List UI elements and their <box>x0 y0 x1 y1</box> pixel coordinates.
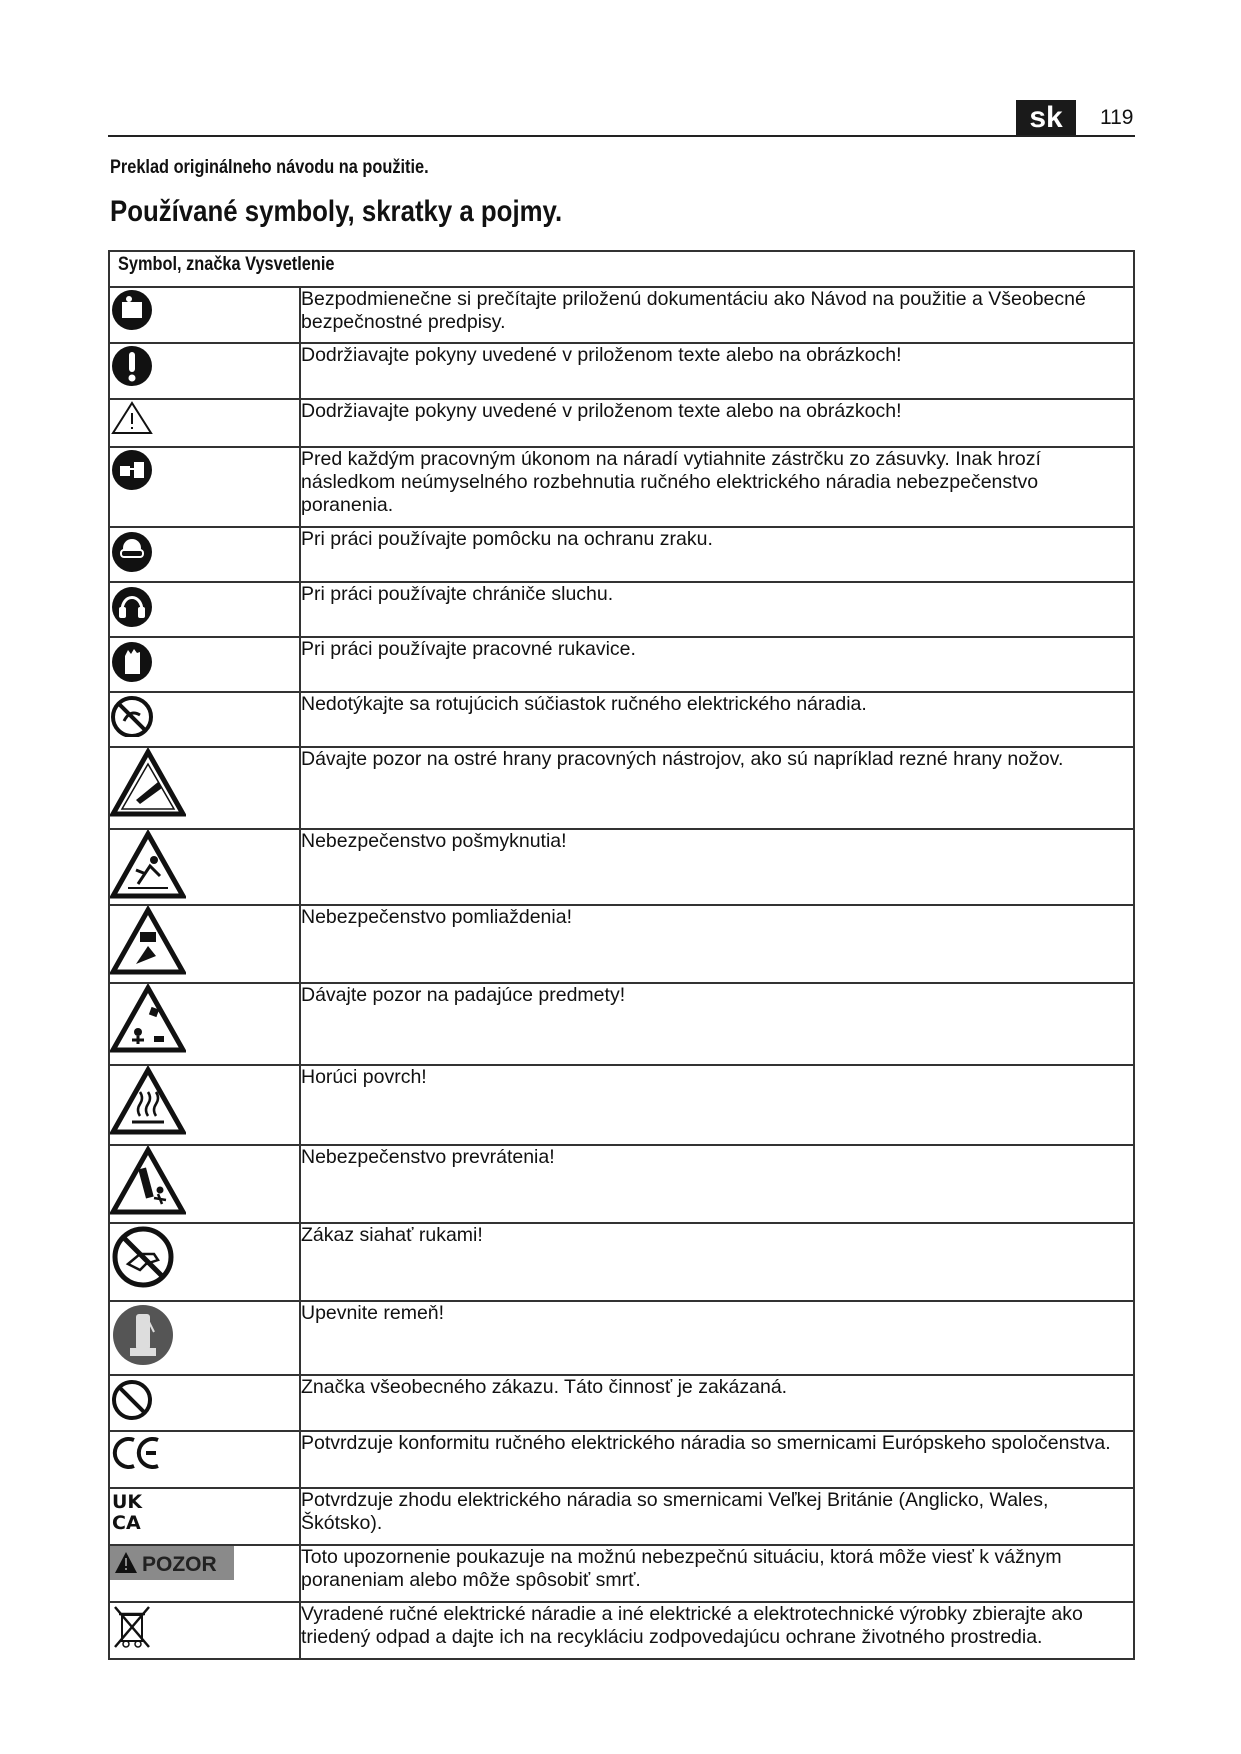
warning-triangle-icon <box>110 400 154 436</box>
no-touch-rotating-icon <box>110 693 154 737</box>
table-row <box>109 905 1134 983</box>
ukca-mark-icon <box>110 1489 150 1533</box>
row-description: Vyradené ručné elektrické náradie a iné elektrické a elektrotechnické výrobky zbierajte ako triedený odpad a dajte ich na recykláciu zodpovedajúcu ochrane životného prostredia. <box>300 1602 1134 1659</box>
table-row <box>109 983 1134 1065</box>
table-header-row <box>109 251 1134 287</box>
row-description: Toto upozornenie poukazuje na možnú nebezpečnú situáciu, ktorá môže viesť k vážnym poraneniam alebo môže spôsobiť smrť. <box>300 1545 1134 1602</box>
row-description: Upevnite remeň! <box>300 1301 1134 1375</box>
table-row <box>109 1375 1134 1431</box>
table-row <box>109 1602 1134 1659</box>
row-description: Potvrdzuje konformitu ručného elektrického náradia so smernicami Európskeho spoločenstva. <box>300 1431 1134 1488</box>
crush-hazard-icon <box>110 906 186 976</box>
header-symbol-label: Symbol, značka <box>118 254 241 275</box>
unplug-icon <box>110 448 154 492</box>
table-row <box>109 582 1134 637</box>
table-row <box>109 1223 1134 1301</box>
table-row <box>109 692 1134 747</box>
row-description: Značka všeobecného zákazu. Táto činnosť je zakázaná. <box>300 1375 1134 1431</box>
header-explanation-label: Vysvetlenie <box>245 254 335 275</box>
table-row <box>109 637 1134 692</box>
table-header <box>109 251 1134 287</box>
table-row <box>109 447 1134 527</box>
table-row <box>109 1431 1134 1488</box>
row-description: Potvrdzuje zhodu elektrického náradia so smernicami Veľkej Británie (Anglicko, Wales, Škótsko). <box>300 1488 1134 1545</box>
table-row <box>109 527 1134 582</box>
row-description: Dávajte pozor na ostré hrany pracovných nástrojov, ako sú napríklad rezné hrany nožov. <box>300 747 1134 829</box>
row-description: Pri práci používajte chrániče sluchu. <box>300 582 1134 637</box>
row-description: Nedotýkajte sa rotujúcich súčiastok ručného elektrického náradia. <box>300 692 1134 747</box>
header-rule <box>108 135 1135 137</box>
table-row <box>109 343 1134 399</box>
row-description: Nebezpečenstvo pomliaždenia! <box>300 905 1134 983</box>
page-number: 119 <box>1100 106 1134 129</box>
mandatory-exclamation-icon <box>110 344 154 388</box>
weee-bin-icon <box>110 1603 154 1649</box>
table-row <box>109 1065 1134 1145</box>
table-row <box>109 1301 1134 1375</box>
table-row <box>109 829 1134 905</box>
slip-hazard-icon <box>110 830 186 900</box>
table-row <box>109 1545 1134 1602</box>
ear-protection-icon <box>110 583 154 627</box>
fasten-strap-icon <box>110 1302 176 1368</box>
symbols-table <box>108 250 1135 1660</box>
gloves-icon <box>110 638 154 682</box>
row-description: Pri práci používajte pomôcku na ochranu zraku. <box>300 527 1134 582</box>
row-description: Dodržiavajte pokyny uvedené v priloženom texte alebo na obrázkoch! <box>300 343 1134 399</box>
row-description: Bezpodmienečne si prečítajte priloženú dokumentáciu ako Návod na použitie a Všeobecné bezpečnostné predpisy. <box>300 287 1134 343</box>
row-description: Nebezpečenstvo prevrátenia! <box>300 1145 1134 1223</box>
table-row <box>109 287 1134 343</box>
table-row <box>109 1488 1134 1545</box>
sharp-edges-icon <box>110 748 186 818</box>
table-row <box>109 399 1134 447</box>
hot-surface-icon <box>110 1066 186 1136</box>
table-row <box>109 747 1134 829</box>
document-subtitle: Preklad originálneho návodu na použitie. <box>110 157 429 178</box>
pozor-label-icon <box>110 1546 234 1580</box>
row-description: Dodržiavajte pokyny uvedené v priloženom texte alebo na obrázkoch! <box>300 399 1134 447</box>
row-description: Zákaz siahať rukami! <box>300 1223 1134 1301</box>
svg-text:CA: CA <box>112 1512 141 1533</box>
row-description: Pri práci používajte pracovné rukavice. <box>300 637 1134 692</box>
eye-protection-icon <box>110 528 154 572</box>
table-row <box>109 1145 1134 1223</box>
row-description: Nebezpečenstvo pošmyknutia! <box>300 829 1134 905</box>
language-badge: sk <box>1016 100 1076 136</box>
read-manual-icon <box>110 288 154 332</box>
prohibition-icon <box>110 1376 154 1420</box>
row-description: Pred každým pracovným úkonom na náradí vytiahnite zástrčku zo zásuvky. Inak hrozí následkom neúmyselného rozbehnutia ručného elektrického náradia nebezpečenstvo poranenia. <box>300 447 1134 527</box>
no-reaching-icon <box>110 1224 176 1290</box>
falling-objects-icon <box>110 984 186 1054</box>
tipping-hazard-icon <box>110 1146 186 1216</box>
page-title: Používané symboly, skratky a pojmy. <box>110 195 563 228</box>
row-description: Dávajte pozor na padajúce predmety! <box>300 983 1134 1065</box>
svg-text:POZOR: POZOR <box>142 1553 217 1576</box>
row-description: Horúci povrch! <box>300 1065 1134 1145</box>
svg-text:UK: UK <box>112 1491 143 1513</box>
ce-mark-icon <box>110 1432 166 1472</box>
